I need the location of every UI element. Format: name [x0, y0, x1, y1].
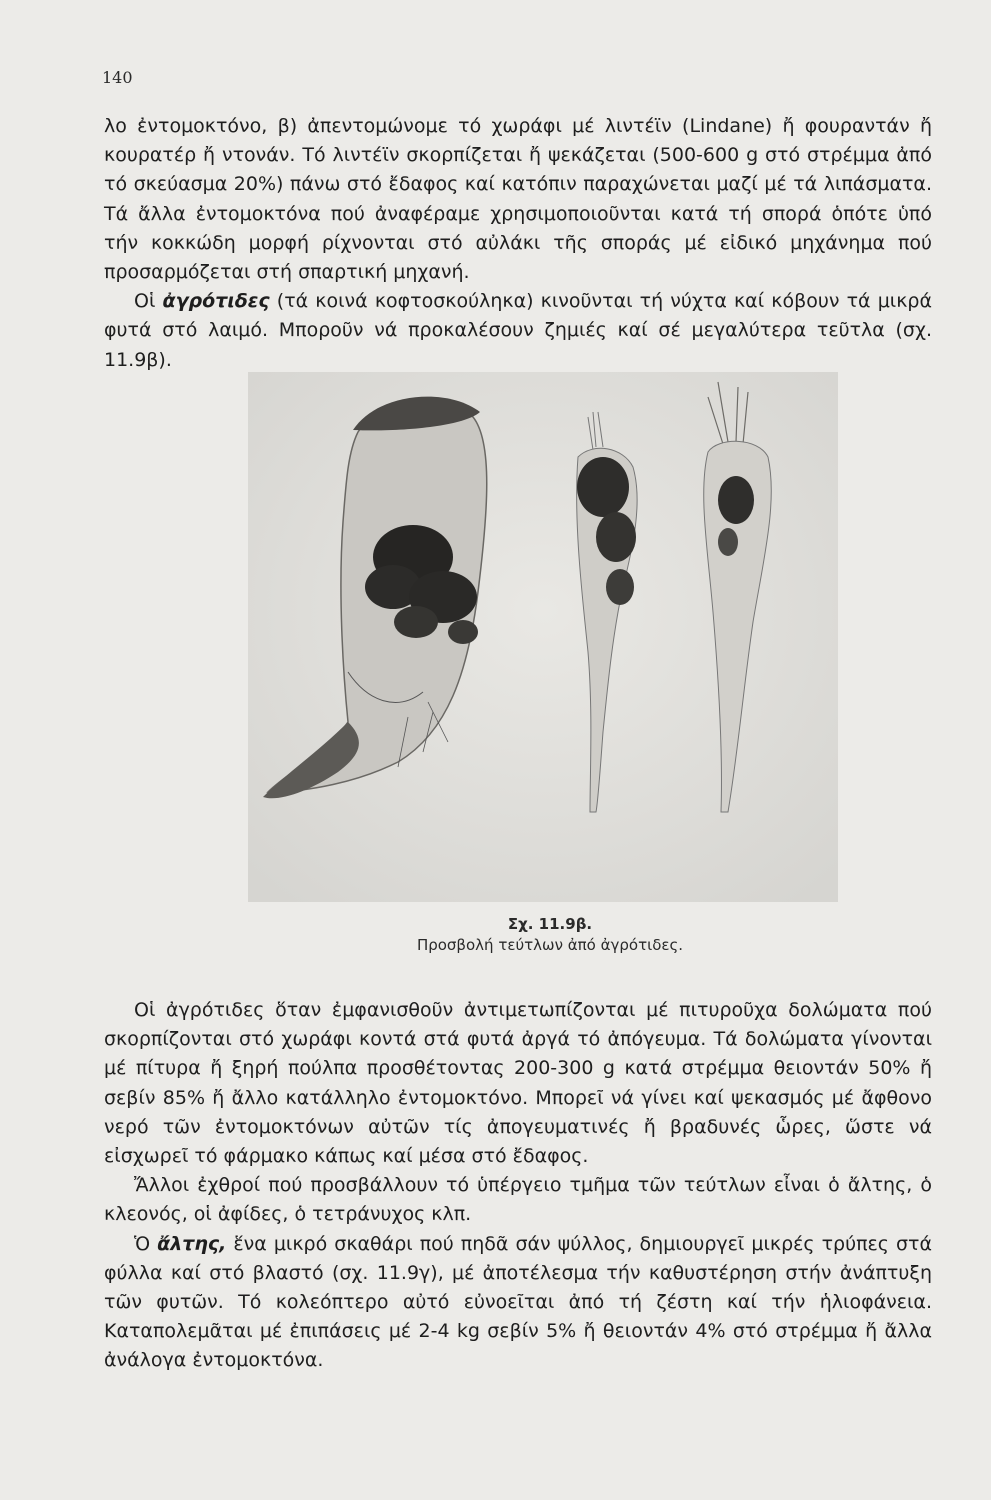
- page-number: 140: [102, 68, 133, 87]
- paragraph-altis: [104, 1230, 932, 1376]
- paragraph: λο ἐντομοκτόνο, β) ἀπεντομώνομε τό χωράφι μέ λιντέϊν (Lindane) ἤ φουραντάν ἤ κουρατέρ ἤ ντονάν. Τό λιντέϊν σκορπίζεται ἤ ψεκάζεται (500-600 g στό στρέμμα ἀπό τό σκεύασμα 20%) πάνω στό ἔδαφος καί κατόπιν παραχώνεται μαζί μέ τά λιπάσματα. Τά ἄλλα ἐντομοκτόνα πού ἀναφέραμε χρησιμοποιοῦνται κατά τή σπορά ὁπότε ὑπό τήν κοκκώδη μορφή ρίχνονται στό αὐλάκι τῆς σποράς μέ εἰδικό μηχάνημα πού προσαρμόζεται στή σπαρτική μηχανή.: [104, 115, 932, 284]
- paragraph-lead: Ὁ: [134, 1232, 151, 1255]
- figure-caption: Προσβολή τεύτλων ἀπό ἀγρότιδες.: [416, 936, 684, 954]
- figure-label: Σχ. 11.9β.: [507, 915, 593, 933]
- term-agrotides: ἀγρότιδες: [162, 290, 270, 313]
- paragraph-body: ἕνα μικρό σκαθάρι πού πηδᾶ σάν ψύλλος, δημιουργεῖ μικρές τρύπες στά φύλλα καί στό βλαστό (σχ. 11.9γ), μέ ἀποτέλεσμα τήν καθυστέρηση στήν ἀνάπτυξη τῶν φυτῶν. Τό κολεόπτερο αὐτό εὐνοεῖται ἀπό τή ζέστη καί τήν ἡλιοφάνεια. Καταπολεμᾶται μέ ἐπιπάσεις μέ 2-4 kg σεβίν 5% ἤ θειοντάν 4% στό στρέμμα ἤ ἄλλα ἀνάλογα ἐντομοκτόνα.: [104, 1232, 932, 1372]
- beet-photo-illustration: [248, 372, 838, 902]
- paragraph-body: (τά κοινά κοφτοσκούληκα) κινοῦνται τή νύχτα καί κόβουν τά μικρά φυτά στό λαιμό. Μποροῦν νά προκαλέσουν ζημιές καί σέ μεγαλύτερα τεῦτλα (σχ. 11.9β).: [104, 290, 933, 371]
- term-altis: ἄλτης,: [157, 1232, 227, 1255]
- paragraph-agrotides: [104, 287, 932, 375]
- paragraph-lead: Οἱ: [134, 290, 156, 313]
- paragraph: Οἱ ἀγρότιδες ὅταν ἐμφανισθοῦν ἀντιμετωπίζονται μέ πιτυροῦχα δολώματα πού σκορπίζονται στό χωράφι κοντά στά φυτά ἀργά τό ἀπόγευμα. Τά δολώματα γίνονται μέ πίτυρα ἤ ξηρή πούλπα προσθέτοντας 200-300 g κατά στρέμμα θειοντάν 50% ἤ σεβίν 85% ἤ ἄλλο κατάλληλο ἐντομοκτόνο. Μπορεῖ νά γίνει καί ψεκασμός μέ ἄφθονο νερό τῶν ἐντομοκτόνων αὐτῶν τίς ἀπογευματινές ἤ βραδυνές ὧρες, ὥστε νά εἰσχωρεῖ τό φάρμακο κάπως καί μέσα στό ἔδαφος.: [104, 999, 932, 1168]
- top-text-block: [104, 112, 932, 375]
- paragraph: Ἄλλοι ἐχθροί πού προσβάλλουν τό ὑπέργειο τμῆμα τῶν τεύτλων εἶναι ὁ ἄλτης, ὁ κλεονός, οἱ ἀφίδες, ὁ τετράνυχος κλπ.: [104, 1174, 932, 1226]
- bottom-text-block: [104, 996, 932, 1376]
- figure-photo-beet-damage: [248, 372, 838, 902]
